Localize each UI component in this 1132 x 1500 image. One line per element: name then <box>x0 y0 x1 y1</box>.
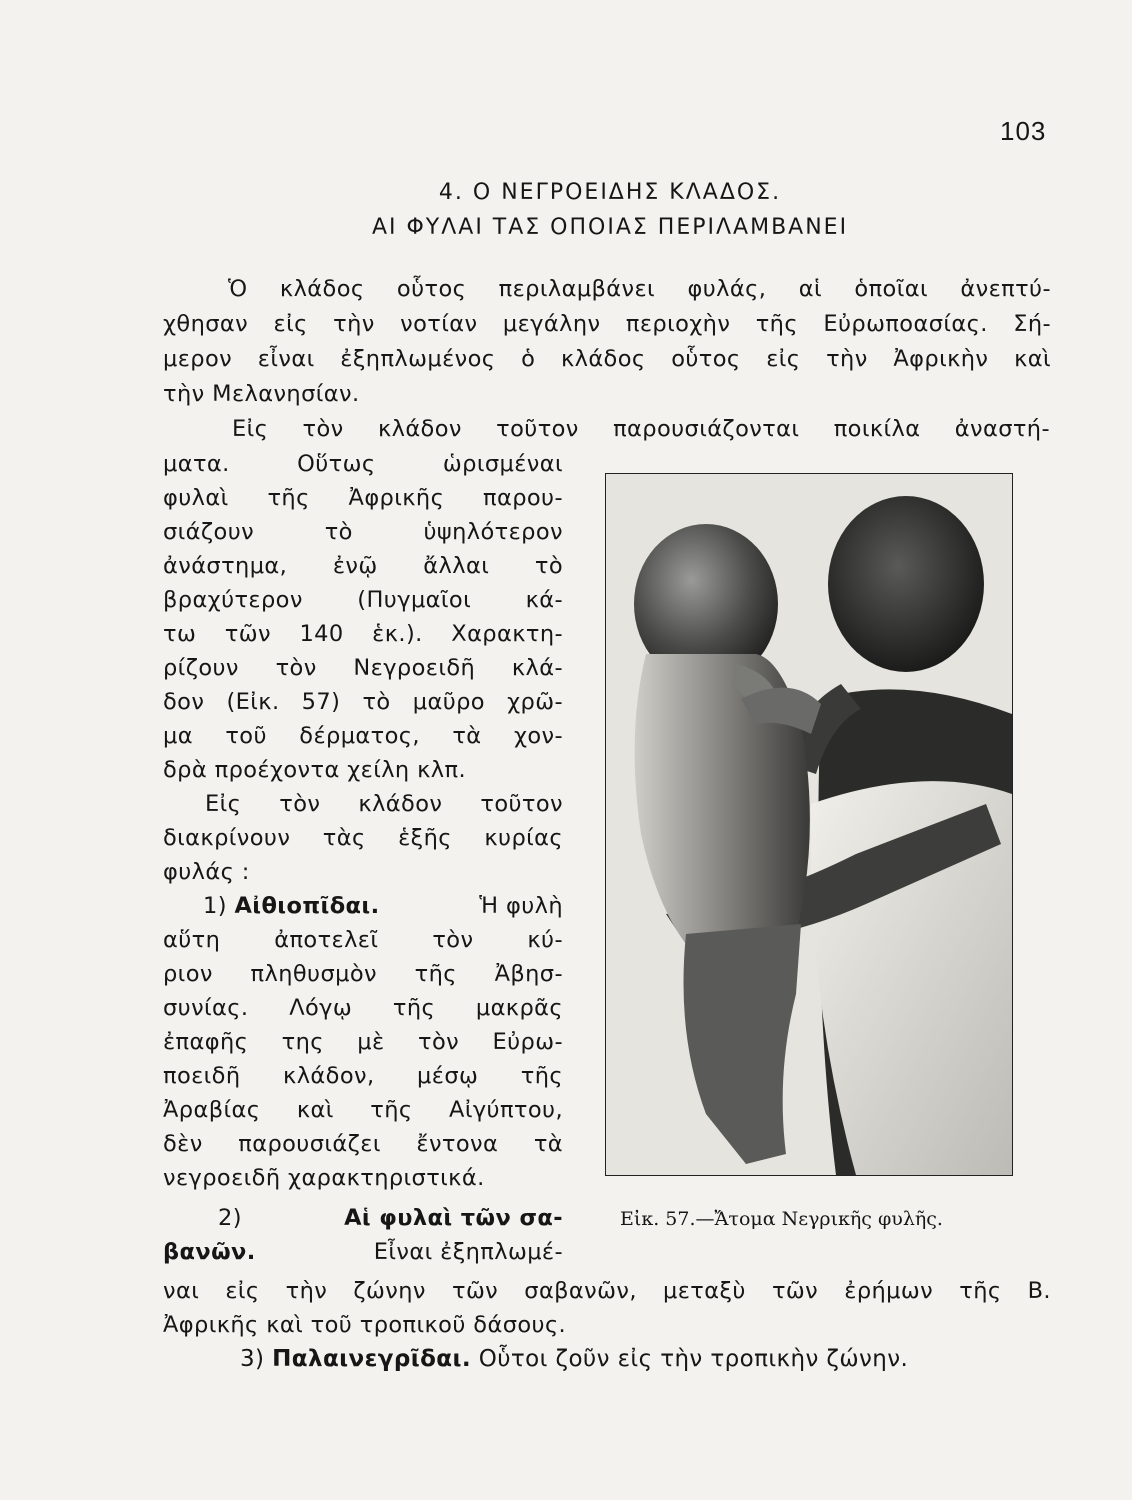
text-line: Ἀραβίας καὶ τῆς Αἰγύπτου, <box>163 1097 563 1123</box>
text-line: αὕτη ἀποτελεῖ τὸν κύ- <box>163 927 563 953</box>
figure-caption: Εἰκ. 57.—Ἄτομα Νεγρικῆς φυλῆς. <box>620 1208 943 1230</box>
text-line: συνίας. Λόγῳ τῆς μακρᾶς <box>163 995 563 1021</box>
text-line: μερον εἶναι ἐξηπλωμένος ὁ κλάδος οὗτος εἰς τὴν Ἀφρικὴν καὶ <box>163 346 1051 372</box>
text-line: ἀνάστημα, ἐνῷ ἄλλαι τὸ <box>163 553 563 579</box>
list-item-3 <box>240 1346 908 1372</box>
text-line: βραχύτερον (Πυγμαῖοι κά- <box>163 587 563 613</box>
text-line: δὲν παρουσιάζει ἔντονα τὰ <box>163 1131 563 1157</box>
photo-illustration <box>606 474 1012 1175</box>
text-fragment: Εἶναι ἐξηπλωμέ- <box>373 1239 563 1265</box>
text-line: σιάζουν τὸ ὑψηλότερον <box>163 519 563 545</box>
race-name-cont: βανῶν. <box>163 1239 256 1265</box>
text-line: δον (Εἰκ. 57) τὸ μαῦρο χρῶ- <box>163 689 563 715</box>
text-line: ρίζουν τὸν Νεγροειδῆ κλά- <box>163 655 563 681</box>
page-number: 103 <box>1000 116 1047 146</box>
section-subheading: ΑΙ ΦΥΛΑΙ ΤΑΣ ΟΠΟΙΑΣ ΠΕΡΙΛΑΜΒΑΝΕΙ <box>371 215 849 240</box>
race-name: Αἰθιοπῖδαι. <box>234 893 380 919</box>
text-line: μα τοῦ δέρματος, τὰ χον- <box>163 723 563 749</box>
text-line: Εἰς τὸν κλάδον τοῦτον παρουσιάζονται ποικίλα ἀναστή- <box>232 416 1050 442</box>
text-line: τω τῶν 140 ἑκ.). Χαρακτη- <box>163 621 563 647</box>
text-fragment: Οὗτοι ζοῦν εἰς τὴν τροπικὴν ζώνην. <box>478 1346 909 1372</box>
list-number: 3) <box>240 1346 265 1372</box>
text-line: ποειδῆ κλάδον, μέσῳ τῆς <box>163 1063 563 1089</box>
text-line: Εἰς τὸν κλάδον τοῦτον <box>205 791 563 817</box>
text-line: χθησαν εἰς τὴν νοτίαν μεγάλην περιοχὴν τῆς Εὐρωποασίας. Σή- <box>163 311 1051 337</box>
race-name: Αἱ φυλαὶ τῶν σα- <box>344 1205 563 1231</box>
text-line: φυλάς : <box>163 859 250 885</box>
text-line: Ὁ κλάδος οὗτος περιλαμβάνει φυλάς, αἱ ὁποῖαι ἀνεπτύ- <box>228 276 1051 302</box>
figure-photo <box>605 473 1013 1176</box>
text-line: διακρίνουν τὰς ἑξῆς κυρίας <box>163 825 563 851</box>
text-line: Ἀφρικῆς καὶ τοῦ τροπικοῦ δάσους. <box>163 1312 567 1338</box>
text-line: ματα. Οὕτως ὡρισμέναι <box>163 451 563 477</box>
text-fragment: Ἡ φυλὴ <box>479 893 563 919</box>
text-line: φυλαὶ τῆς Ἀφρικῆς παρου- <box>163 485 563 511</box>
text-line: τὴν Μελανησίαν. <box>163 381 360 407</box>
text-line <box>163 1239 563 1265</box>
text-line: νεγροειδῆ χαρακτηριστικά. <box>163 1165 485 1191</box>
text-line: ριον πληθυσμὸν τῆς Ἀβησ- <box>163 961 563 987</box>
race-name: Παλαινεγρῖδαι. <box>272 1346 471 1372</box>
text-line: ναι εἰς τὴν ζώνην τῶν σαβανῶν, μεταξὺ τῶν ἐρήμων τῆς Β. <box>163 1278 1051 1304</box>
list-item-1-heading <box>203 893 563 919</box>
list-number: 1) <box>203 893 227 919</box>
section-heading: 4. Ο ΝΕΓΡΟΕΙΔΗΣ ΚΛΑΔΟΣ. <box>438 180 782 205</box>
list-item-2-heading <box>218 1205 563 1231</box>
list-number: 2) <box>218 1205 242 1231</box>
text-line: δρὰ προέχοντα χείλη κλπ. <box>163 757 467 783</box>
text-line: ἐπαφῆς της μὲ τὸν Εὐρω- <box>163 1029 563 1055</box>
